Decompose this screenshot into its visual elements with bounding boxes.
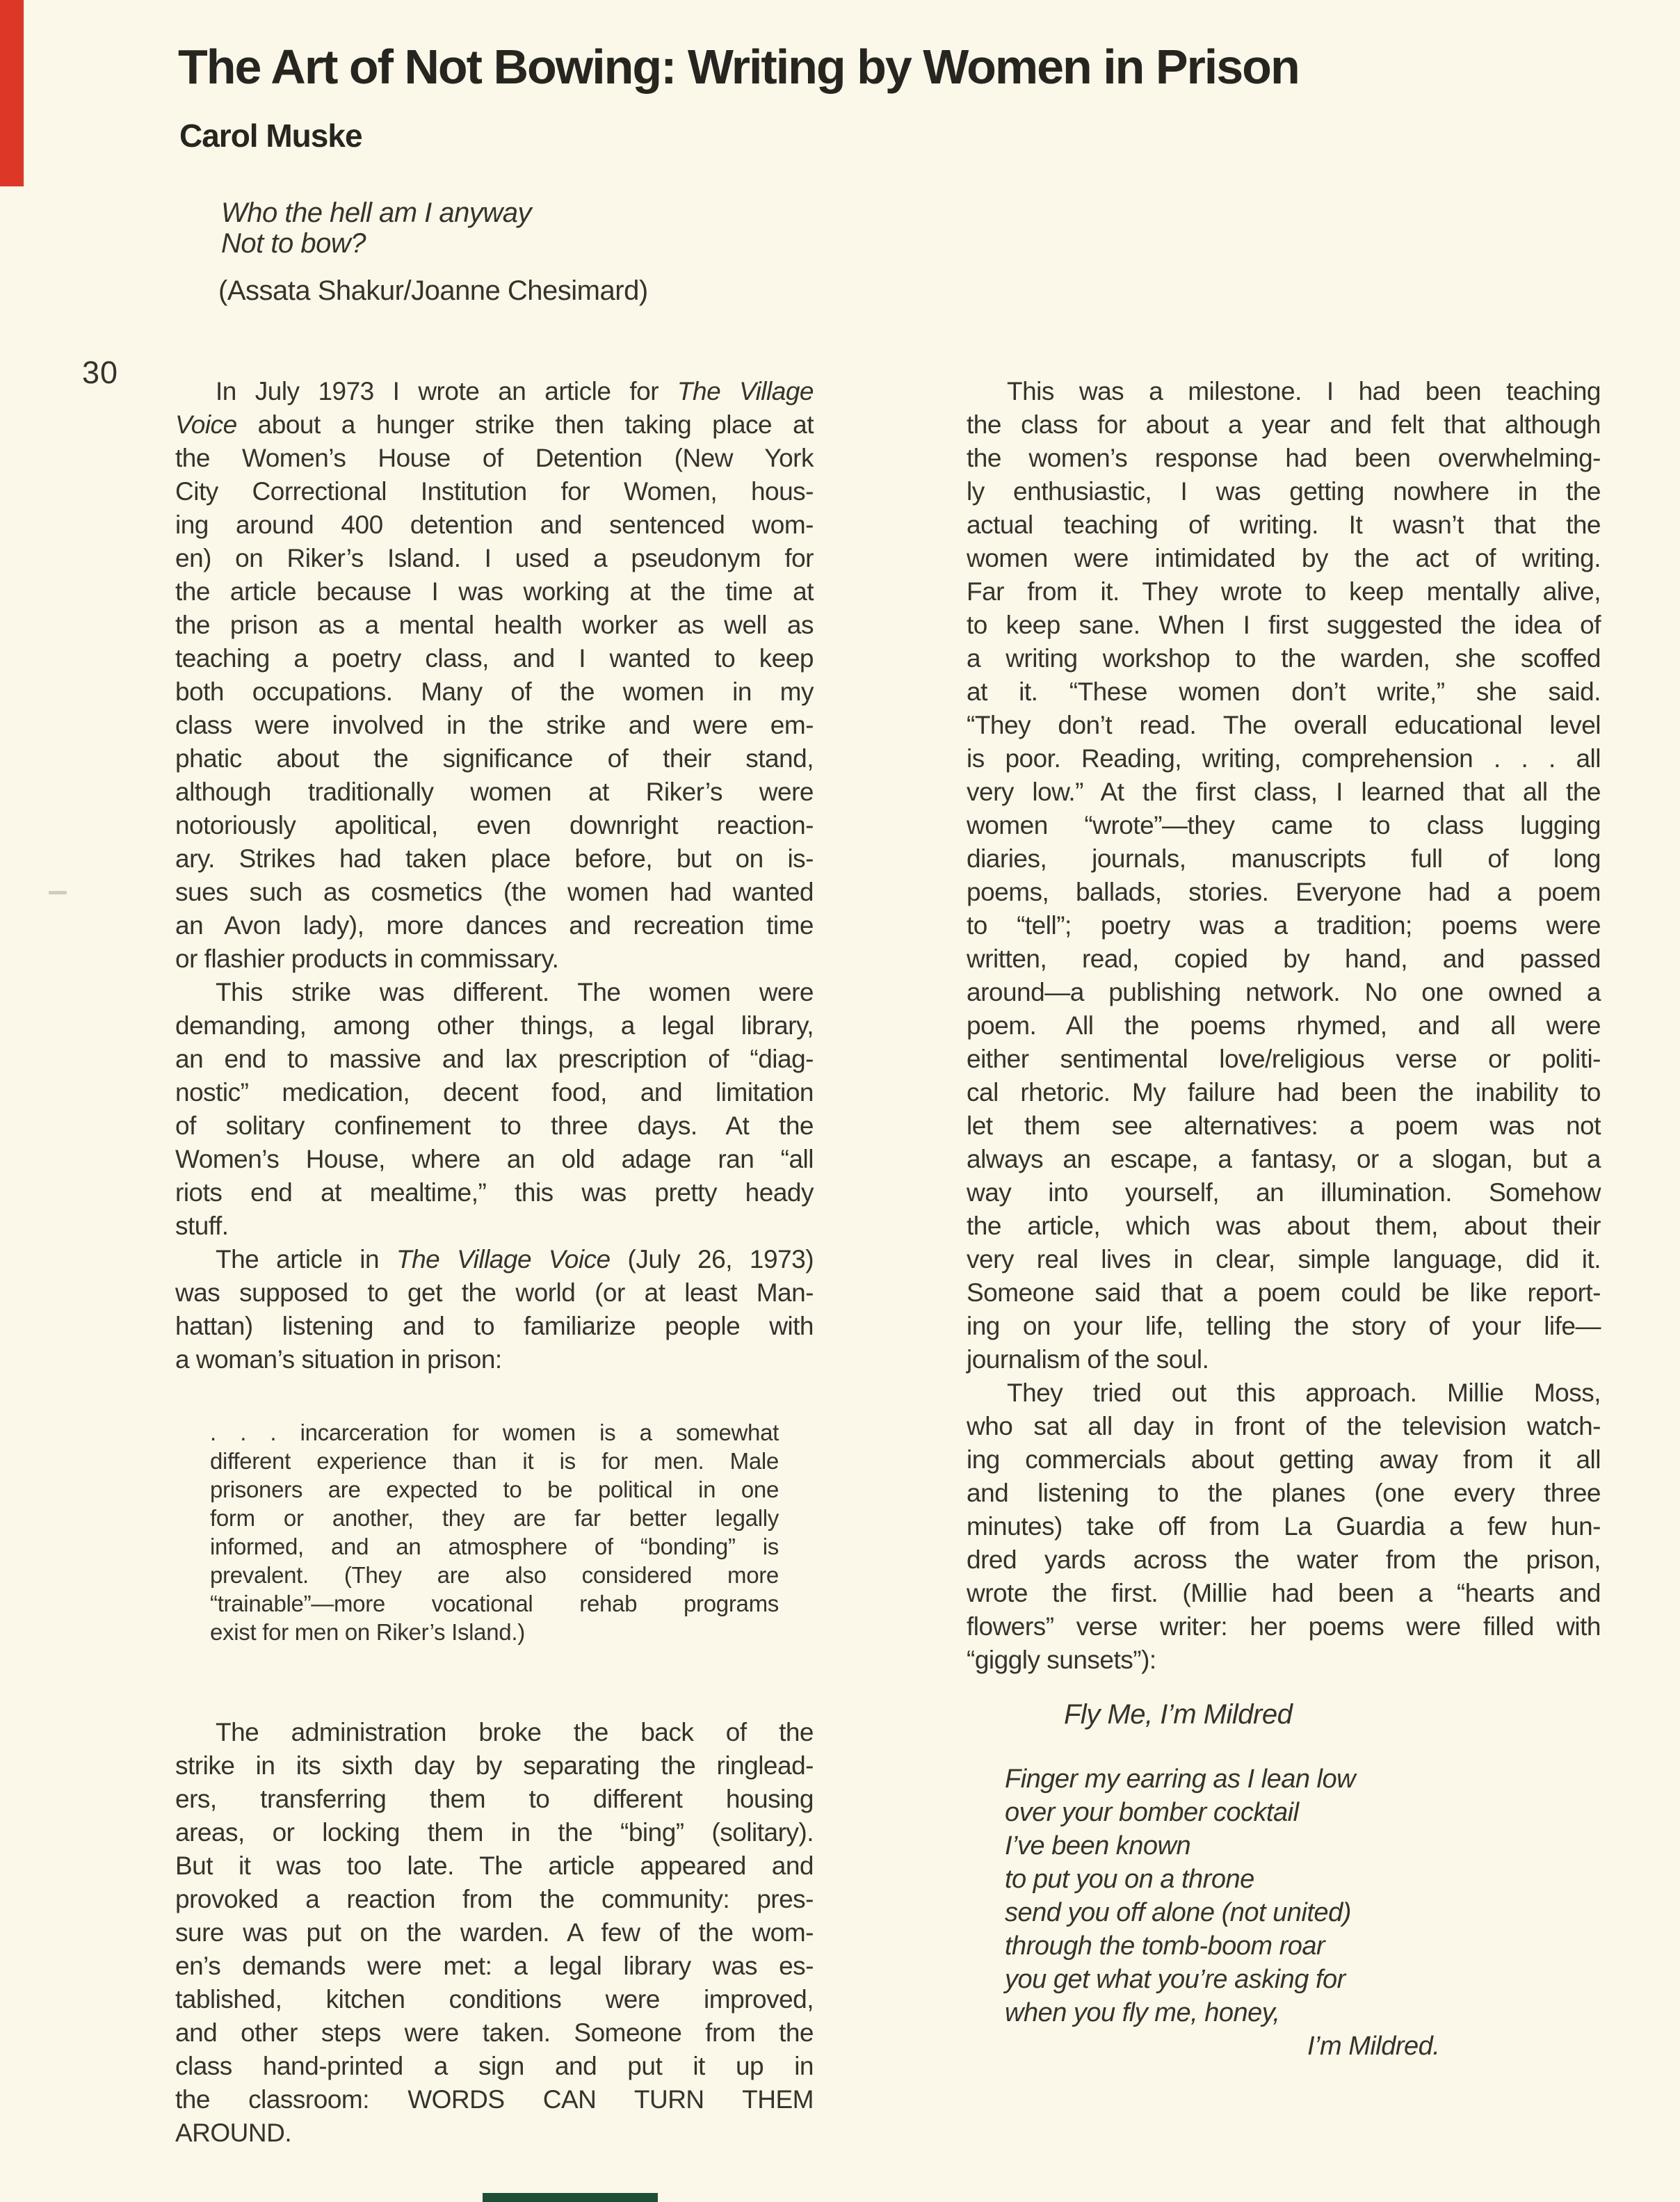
text-line: . . . incarceration for women is a somewhat [210,1420,779,1445]
text-line: Women’s House, where an old adage ran “all [175,1145,814,1173]
text-line: who sat all day in front of the television watch- [967,1412,1601,1440]
text-line: sure was put on the warden. A few of the wom- [175,1918,814,1947]
text-line: “giggly sunsets”): [967,1646,1156,1674]
text-line: the women’s response had been overwhelming- [967,444,1601,472]
text-line: an Avon lady), more dances and recreation time [175,911,814,940]
poem-line: to put you on a throne [1005,1865,1254,1894]
text-line: areas, or locking them in the “bing” (solitary). [175,1818,814,1847]
poem [967,1762,1601,2063]
text-line: This was a milestone. I had been teaching [1007,377,1601,405]
text-line: journalism of the soul. [967,1345,1209,1374]
text-line: The article in The Village Voice (July 26, 1973) [216,1245,814,1273]
text-line: and other steps were taken. Someone from the [175,2018,814,2047]
poem-line: I’ve been known [1005,1831,1191,1861]
article-author: Carol Muske [179,118,362,154]
poem-line: over your bomber cocktail [1005,1798,1299,1827]
text-line: Voice about a hunger strike then taking place at [175,410,814,439]
text-line: class hand-printed a sign and put it up in [175,2052,814,2080]
text-line: poems, ballads, stories. Everyone had a poem [967,878,1601,906]
text-line: en) on Riker’s Island. I used a pseudonym for [175,544,814,572]
text-line: This strike was different. The women were [216,978,814,1006]
poem-closing-line: I’m Mildred. [1307,2032,1440,2061]
text-line: ers, transferring them to different housing [175,1785,814,1813]
text-line: Someone said that a poem could be like report- [967,1278,1601,1307]
scan-artifact-red-strip [0,0,24,186]
poem-line: when you fly me, honey, [1005,1998,1280,2027]
text-line: the article because I was working at the time at [175,577,814,606]
text-line: around—a publishing network. No one owned a [967,978,1601,1006]
text-line: nostic” medication, decent food, and limitation [175,1078,814,1107]
text-line: wrote the first. (Millie had been a “hearts and [967,1579,1601,1607]
text-line: provoked a reaction from the community: pres- [175,1885,814,1913]
epigraph-line: Not to bow? [221,228,366,259]
poem-line: through the tomb-boom roar [1005,1931,1325,1961]
page-number: 30 [82,355,119,390]
text-line: Far from it. They wrote to keep mentally alive, [967,577,1601,606]
text-line: strike in its sixth day by separating the ringlead- [175,1751,814,1780]
text-line: a writing workshop to the warden, she scoffed [967,644,1601,673]
text-line: very real lives in clear, simple language, did it. [967,1245,1601,1273]
text-line: The administration broke the back of the [216,1718,814,1746]
right-column [967,375,1601,2063]
paragraph [175,375,814,976]
scan-artifact-dash [49,891,67,894]
text-line: flowers” verse writer: her poems were filled with [967,1612,1601,1641]
epigraph [221,198,531,259]
text-line: stuff. [175,1212,229,1240]
text-line: tablished, kitchen conditions were improved, [175,1985,814,2014]
text-line: either sentimental love/religious verse or politi- [967,1045,1601,1073]
text-line: both occupations. Many of the women in my [175,677,814,706]
text-line: riots end at mealtime,” this was pretty heady [175,1178,814,1207]
text-line: or flashier products in commissary. [175,945,559,973]
text-line: teaching a poetry class, and I wanted to keep [175,644,814,673]
text-line: notoriously apolitical, even downright reaction- [175,811,814,839]
text-line: always an escape, a fantasy, or a slogan, but a [967,1145,1601,1173]
left-column [175,375,814,2150]
text-line: But it was too late. The article appeared and [175,1851,814,1880]
poem-line: you get what you’re asking for [1005,1965,1346,1994]
paragraph [175,1243,814,1376]
text-line: minutes) take off from La Guardia a few hun- [967,1512,1601,1541]
text-line: is poor. Reading, writing, comprehension . . . all [967,744,1601,773]
text-line: informed, and an atmosphere of “bonding” is [210,1534,779,1559]
text-line: “trainable”—more vocational rehab programs [210,1591,779,1616]
text-line: the classroom: WORDS CAN TURN THEM [175,2085,814,2114]
text-line: women were intimidated by the act of writing. [967,544,1601,572]
text-line: written, read, copied by hand, and passed [967,945,1601,973]
blockquote [175,1418,814,1646]
text-line: the prison as a mental health worker as well as [175,611,814,639]
paragraph [175,1716,814,2150]
text-line: “They don’t read. The overall educational level [967,711,1601,739]
text-line: to keep sane. When I first suggested the idea of [967,611,1601,639]
epigraph-line: Who the hell am I anyway [221,198,531,228]
text-line: phatic about the significance of their stand, [175,744,814,773]
text-line: women “wrote”—they came to class lugging [967,811,1601,839]
text-line: ing commercials about getting away from it all [967,1445,1601,1474]
text-line: the Women’s House of Detention (New York [175,444,814,472]
text-line: dred yards across the water from the prison, [967,1545,1601,1574]
text-line: prisoners are expected to be political in one [210,1477,779,1502]
text-line: at it. “These women don’t write,” she said. [967,677,1601,706]
text-line: en’s demands were met: a legal library was es- [175,1952,814,1980]
text-line: cal rhetoric. My failure had been the inability to [967,1078,1601,1107]
text-line: City Correctional Institution for Women, hous- [175,477,814,506]
text-line: way into yourself, an illumination. Somehow [967,1178,1601,1207]
text-line: ary. Strikes had taken place before, but on is- [175,844,814,873]
text-line: hattan) listening and to familiarize people with [175,1312,814,1340]
text-line: of solitary confinement to three days. At the [175,1111,814,1140]
text-line: was supposed to get the world (or at least Man- [175,1278,814,1307]
text-line: different experience than it is for men. Male [210,1448,779,1474]
text-line: In July 1973 I wrote an article for The Village [216,377,814,405]
poem-title: Fly Me, I’m Mildred [1064,1699,1293,1730]
epigraph-attribution: (Assata Shakur/Joanne Chesimard) [218,275,648,306]
text-line: ly enthusiastic, I was getting nowhere in the [967,477,1601,506]
scan-artifact-green-strip [483,2193,658,2202]
text-line: AROUND. [175,2119,292,2147]
text-line: a woman’s situation in prison: [175,1345,502,1374]
text-line: demanding, among other things, a legal library, [175,1011,814,1040]
text-line: form or another, they are far better legally [210,1505,779,1531]
text-line: the article, which was about them, about their [967,1212,1601,1240]
text-line: actual teaching of writing. It wasn’t that the [967,511,1601,539]
text-line: to “tell”; poetry was a tradition; poems were [967,911,1601,940]
text-line: poem. All the poems rhymed, and all were [967,1011,1601,1040]
text-line: and listening to the planes (one every three [967,1479,1601,1507]
text-line: class were involved in the strike and were em- [175,711,814,739]
text-line: although traditionally women at Riker’s were [175,778,814,806]
text-line: sues such as cosmetics (the women had wanted [175,878,814,906]
text-line: ing on your life, telling the story of your life— [967,1312,1601,1340]
text-line: diaries, journals, manuscripts full of long [967,844,1601,873]
text-line: prevalent. (They are also considered more [210,1562,779,1588]
paragraph [967,1376,1601,1677]
article-title: The Art of Not Bowing: Writing by Women in Prison [178,40,1299,94]
text-line: very low.” At the first class, I learned that all the [967,778,1601,806]
text-line: let them see alternatives: a poem was not [967,1111,1601,1140]
paragraph [175,976,814,1243]
paragraph [967,375,1601,1376]
text-line: ing around 400 detention and sentenced wom- [175,511,814,539]
text-line: exist for men on Riker’s Island.) [210,1619,525,1645]
text-line: an end to massive and lax prescription of “diag- [175,1045,814,1073]
text-line: They tried out this approach. Millie Moss, [1007,1379,1601,1407]
poem-line: Finger my earring as I lean low [1005,1765,1356,1794]
poem-line: send you off alone (not united) [1005,1898,1351,1927]
text-line: the class for about a year and felt that although [967,410,1601,439]
